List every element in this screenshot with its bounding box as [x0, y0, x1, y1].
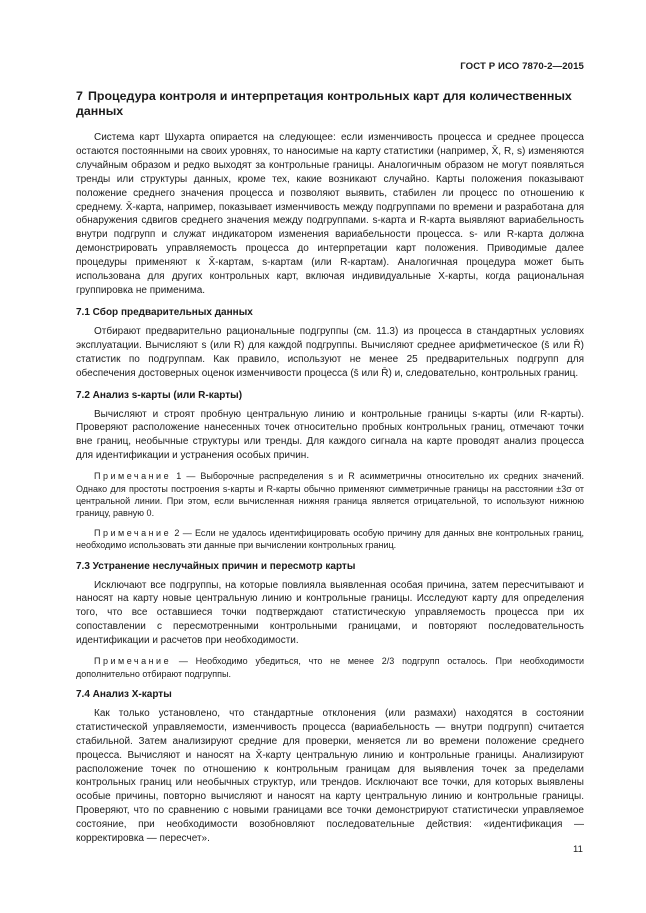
note-7-2-2 — [76, 527, 584, 552]
subsection-title-7-1: 7.1 Сбор предварительных данных — [76, 306, 253, 318]
paragraph-7-3: Исключают все подгруппы, на которые повлияла выявленная особая причина, затем пересчитывают и наносят на карту новые центральную линию и контрольные границы. Исследуют карту для определения того, что все оставшиеся точки подтверждают статистическую управляемость процесса при их сопоставлении с пересмотренными контрольными границами, и повторяют последовательность идентификации и расчетов при необходимости. — [76, 579, 584, 647]
page-number: 11 — [573, 844, 583, 855]
document-code: ГОСТ Р ИСО 7870-2—2015 — [460, 61, 584, 72]
note-7-2-1 — [76, 470, 584, 520]
subsection-title-7-3: 7.3 Устранение неслучайных причин и пересмотр карты — [76, 560, 356, 572]
note-lead: Примечание — [94, 527, 172, 538]
note-text: — Необходимо убедиться, что не менее 2/3 подгрупп осталось. При необходимости дополнительно отбирают подгруппы. — [76, 656, 584, 679]
note-lead: Примечание — [94, 656, 172, 667]
note-text: 1 — Выборочные распределения s и R асимметричны относительно их средних значений. Однако для простоты построения s-карты и R-карты обычно применяют симметричные границы на расстоянии ±3σ от центральной линии. При этом, если вычисленная нижняя граница является отрицательной, то используют нижнюю границу, равную 0. — [76, 471, 584, 519]
section-number: 7 — [76, 89, 83, 103]
note-7-3 — [76, 655, 584, 680]
page-content — [76, 89, 584, 853]
paragraph-7-4: Как только установлено, что стандартные отклонения (или размахи) находятся в состоянии статистической управляемости, изменчивость процесса (вариабельность — внутри подгрупп) считается стабильной. Затем анализируют средние для проверки, меняется ли во времени положение среднего процесса. Вычисляют и наносят на X̄-карту центральную линию и контрольные границы. Анализируют расположение точек по отношению к контрольным границам для выявления точек за пределами контрольных границ или необычных структур, или трендов. Исключают все точки, для которых выявлены особые причины, повторно вычисляют и наносят на карту центральную линию и контрольные границы. Проверяют, что по сравнению с новыми границами все точки демонстрируют статистически управляемое состояние, при необходимости возобновляют последовательные действия: «идентификация — корректировка — пересчет». — [76, 707, 584, 845]
paragraph-7-1: Отбирают предварительно рациональные подгруппы (см. 11.3) из процесса в стандартных условиях эксплуатации. Вычисляют s (или R) для каждой подгруппы. Вычисляют среднее арифметическое (s̄ или R̄) статистик по подгруппам. Как правило, используют не менее 25 предварительных подгрупп для обеспечения достоверных оценок изменчивости процесса (s̄ или R̄) и, следовательно, контрольных границ. — [76, 325, 584, 379]
section-title — [76, 89, 584, 119]
section-title-text: Процедура контроля и интерпретация контрольных карт для количественных данных — [76, 89, 572, 118]
subsection-title-7-4: 7.4 Анализ X-карты — [76, 688, 172, 700]
subsection-title-7-2: 7.2 Анализ s-карты (или R-карты) — [76, 389, 243, 401]
section-intro-paragraph: Система карт Шухарта опирается на следующее: если изменчивость процесса и среднее процесса остаются постоянными на своих уровнях, то наносимые на карту статистики (например, X̄, R, s) изменяются случайным образом и редко выходят за контрольные границы. Аналогичным образом не могут появляться тренды или структуры данных, кроме тех, какие возникают случайно. Карты положения показывают положение среднего значения процесса и позволяют выявить, стабилен ли процесс по отношению к среднему. X̄-карта, например, показывает изменчивость между подгруппами по времени и разработана для обнаружения сдвигов среднего значения между подгруппами. s-карта и R-карта выявляют вариабельность внутри подгрупп и служат индикатором изменения вариабельности процесса. s- или R-карта должна демонстрировать управляемость процесса до интерпретации карт положения. Приводимые далее процедуры применяют к X̄-картам, s-картам (или R-картам). Аналогичная процедура может быть использована для других контрольных карт, включая индивидуальные X-карты, когда рациональная группировка не применима. — [76, 132, 584, 296]
paragraph-7-2: Вычисляют и строят пробную центральную линию и контрольные границы s-карты (или R-карты). Проверяют расположение нанесенных точек относительно пробных контрольных границ, отмечают точки вне границ, необычные структуры или тренды. Для каждого сигнала на карте проводят анализ процесса для идентификации и устранения особых причин. — [76, 408, 584, 462]
note-text: 2 — Если не удалось идентифицировать особую причину для данных вне контрольных границ, необходимо использовать эти данные при вычислении контрольных границ. — [76, 527, 584, 551]
note-lead: Примечание — [94, 471, 172, 482]
